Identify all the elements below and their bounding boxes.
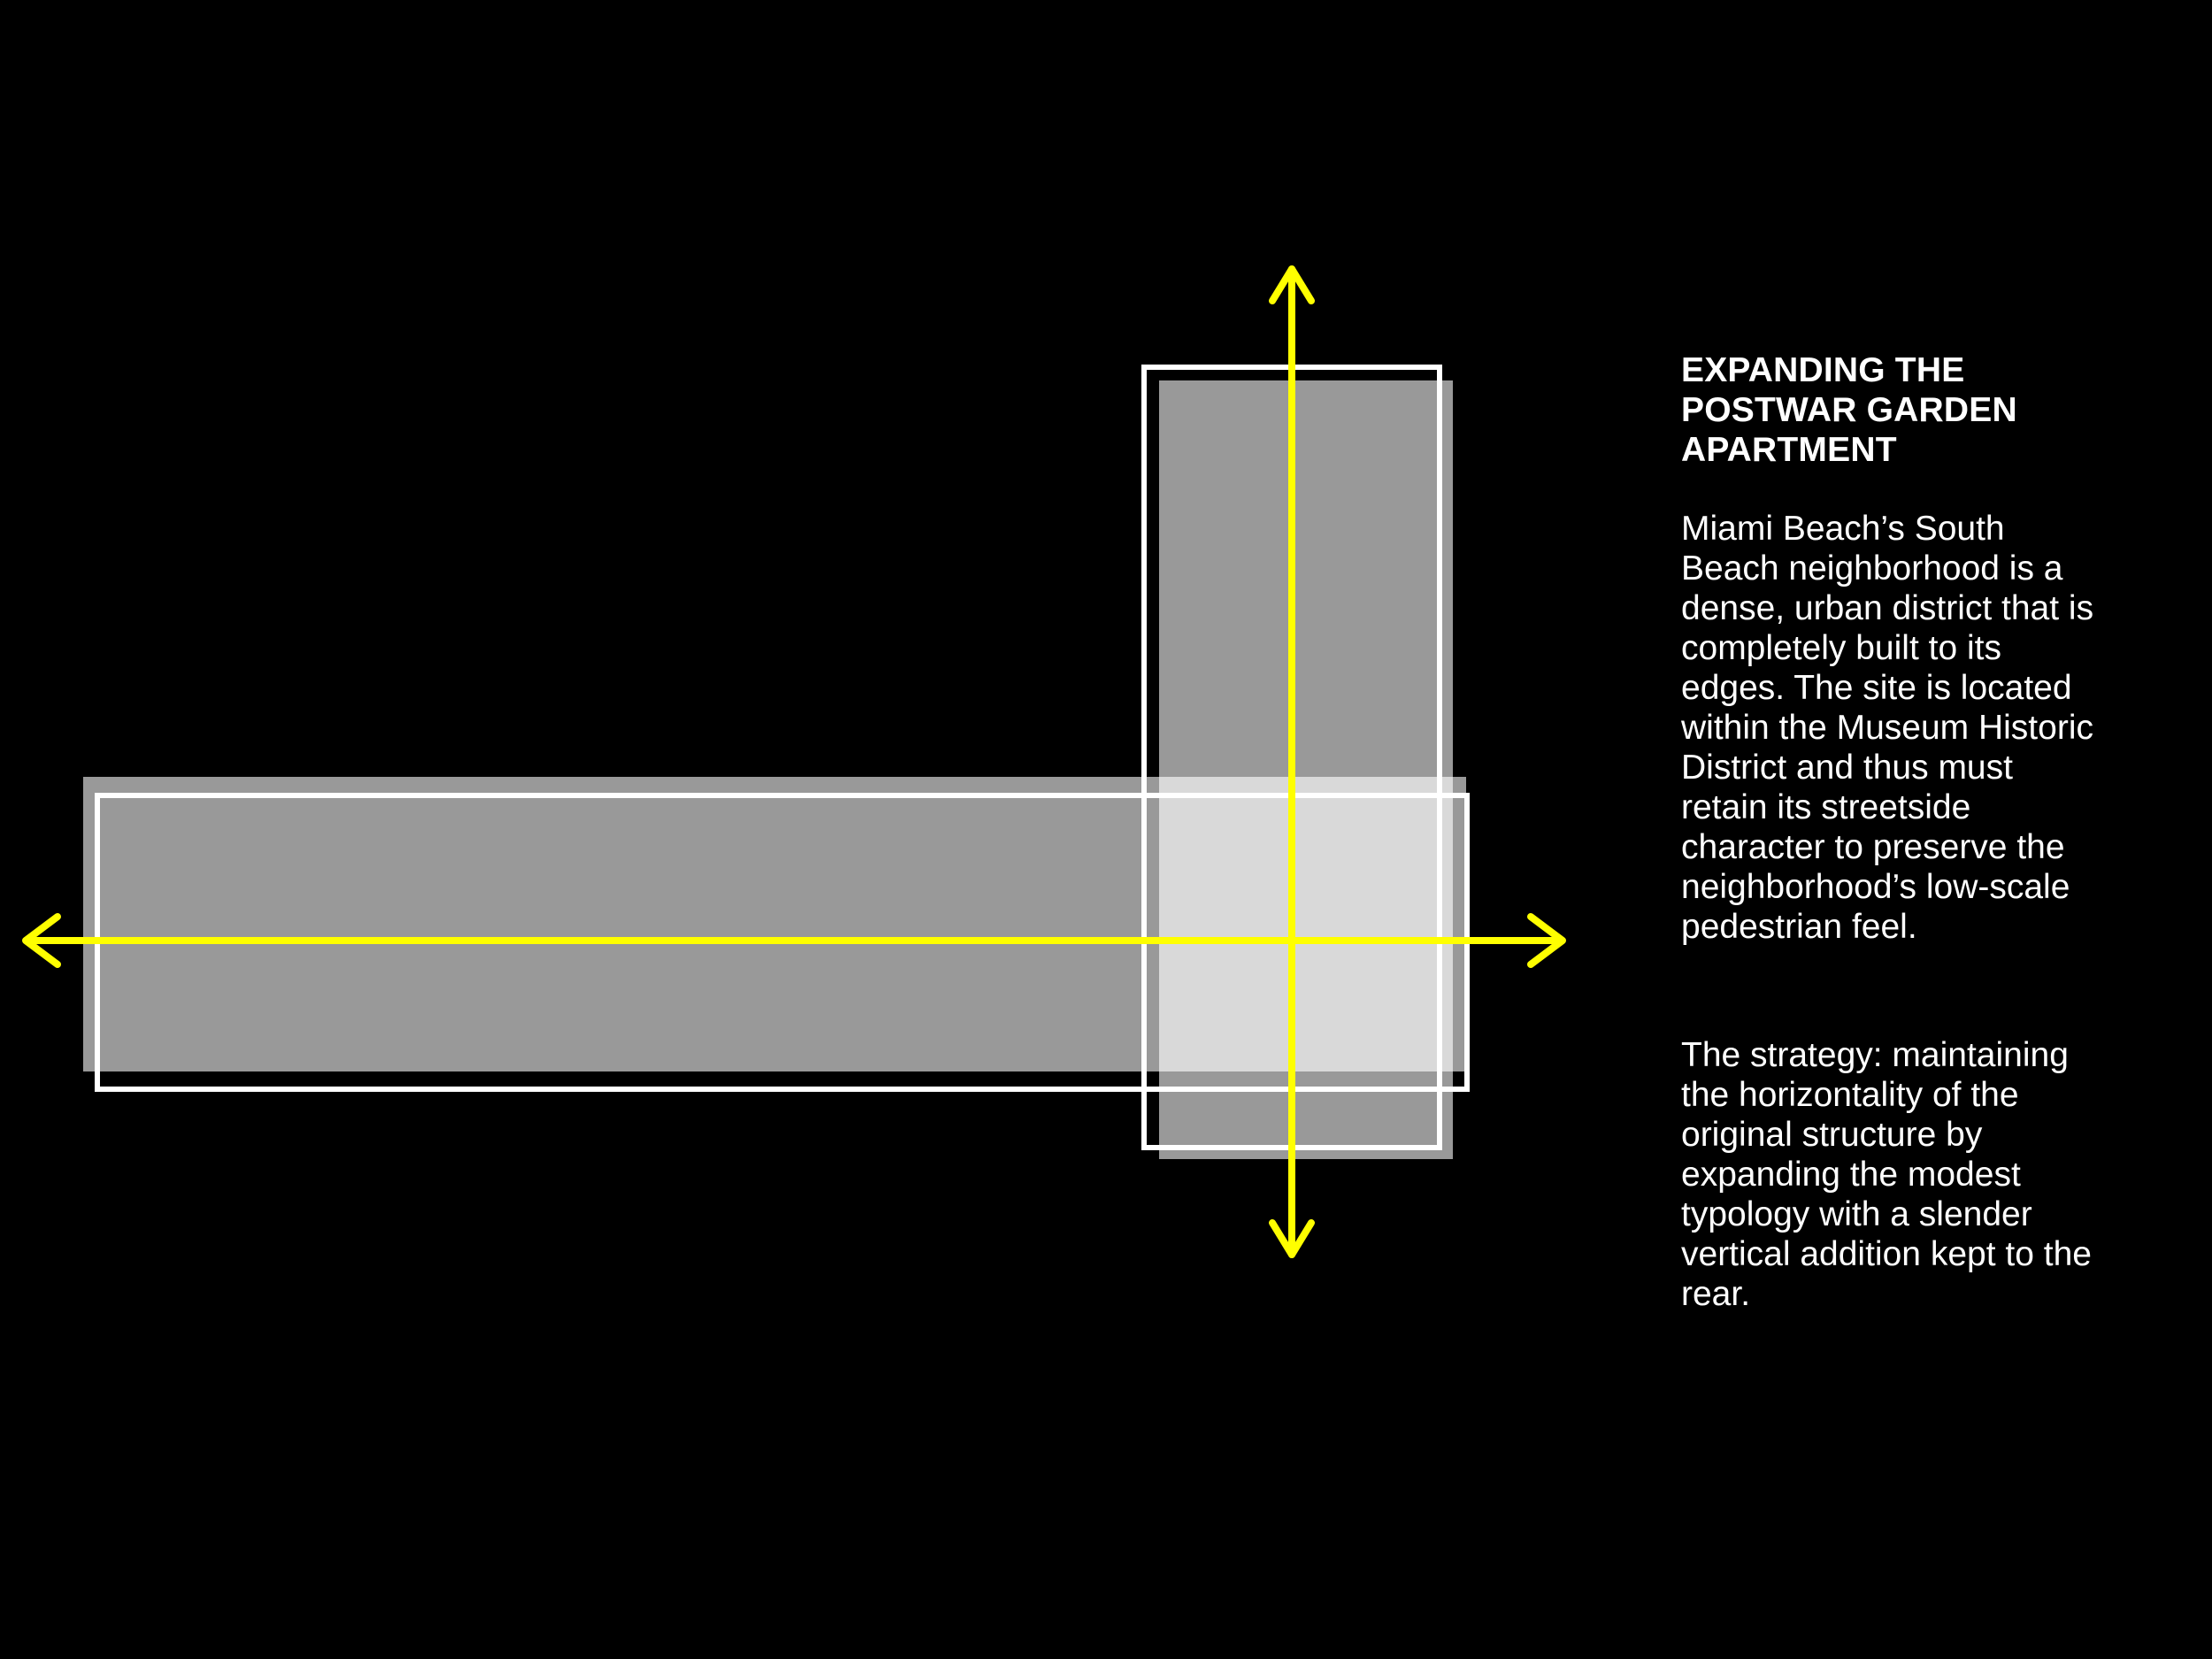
strategy-paragraph: The strategy: maintaining the horizontality of the original structure by expanding the modest typology with a slender vertical addition kept to the rear. [1681,1036,2092,1313]
page-title: EXPANDING THE POSTWAR GARDEN APARTMENT [1681,351,2017,469]
context-paragraph: Miami Beach’s South Beach neighborhood is a dense, urban district that is completely built to its edges. The site is located within the Museum Historic District and thus must retain its streetside character to preserve the neighborhood’s low-scale pedestrian feel. [1681,510,2094,946]
description-panel [1681,350,2159,1314]
overlap-zone [1159,777,1453,1071]
